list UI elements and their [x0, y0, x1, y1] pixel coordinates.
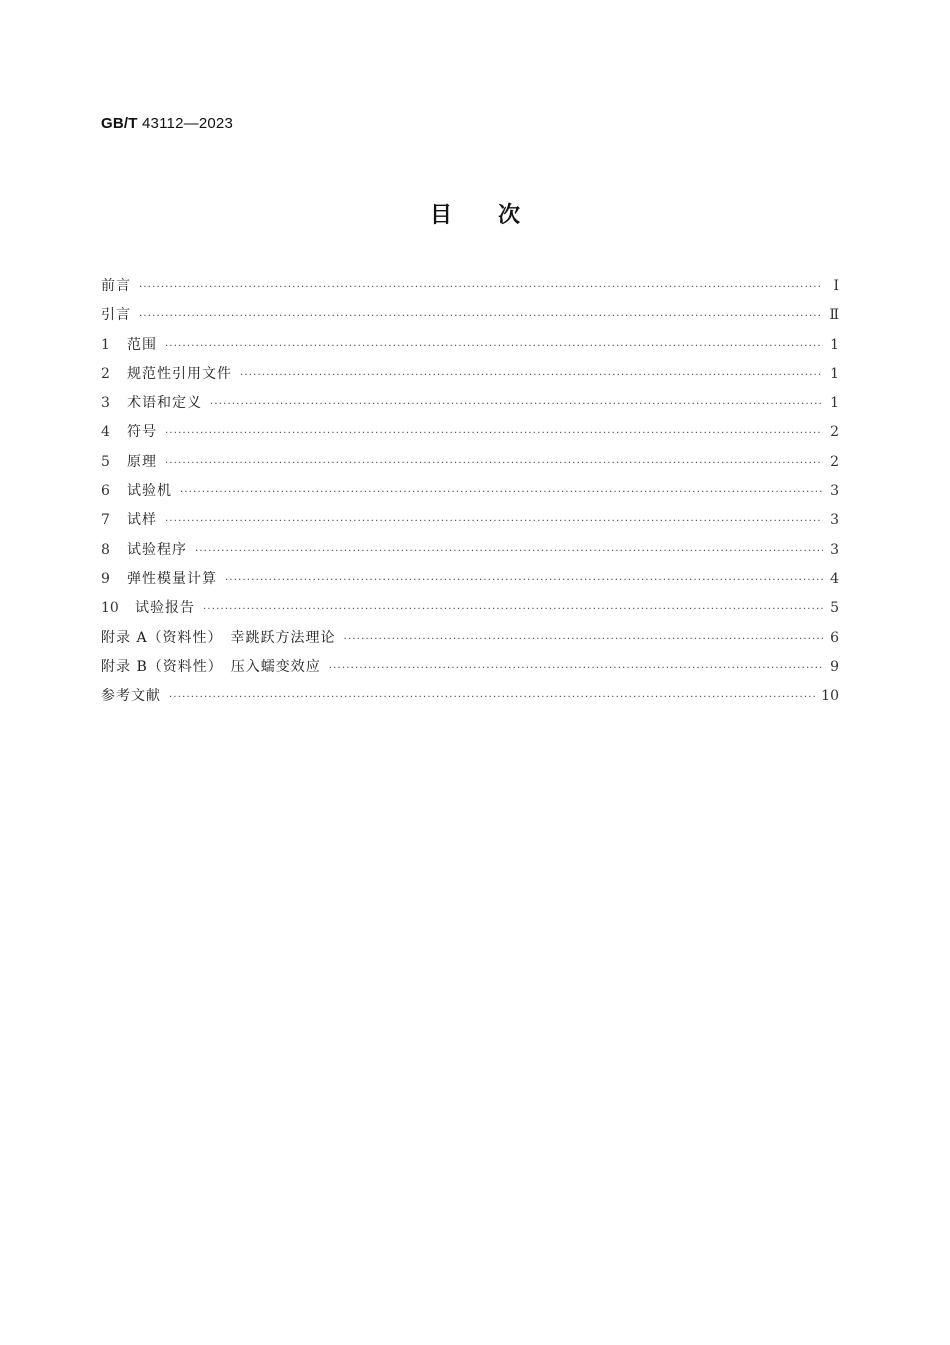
toc-entry-7[interactable]	[101, 506, 839, 535]
toc-entry-label: 附录 B（资料性） 压入蠕变效应	[101, 658, 321, 675]
toc-leader-dots	[329, 654, 823, 683]
standard-number: 43112—2023	[142, 115, 233, 132]
toc-entry-label: 规范性引用文件	[127, 365, 232, 382]
toc-entry-page: 1	[830, 395, 839, 412]
toc-entry-page: 2	[830, 453, 839, 470]
toc-entry-introduction[interactable]	[101, 301, 839, 330]
toc-leader-dots	[225, 566, 823, 595]
toc-entry-label: 原理	[127, 453, 157, 470]
toc-entry-6[interactable]	[101, 477, 839, 506]
toc-entry-label: 试样	[127, 512, 157, 529]
toc-leader-dots	[195, 537, 823, 566]
standard-prefix: GB/T	[101, 115, 138, 132]
toc-entry-page: 3	[830, 483, 839, 500]
toc-entry-page: 1	[830, 336, 839, 353]
toc-entry-page: 5	[830, 600, 839, 617]
toc-entry-label: 弹性模量计算	[127, 570, 217, 587]
toc-entry-page: 4	[830, 570, 839, 587]
toc-entry-1[interactable]	[101, 331, 839, 360]
toc-entry-page: 6	[830, 629, 839, 646]
toc-entry-label: 术语和定义	[127, 395, 202, 412]
toc-entry-number: 6	[101, 483, 110, 500]
toc-leader-dots	[165, 507, 823, 536]
toc-entry-page: 3	[830, 541, 839, 558]
toc-leader-dots	[165, 419, 823, 448]
toc-entry-8[interactable]	[101, 536, 839, 565]
toc-entry-page: 10	[821, 688, 839, 705]
toc-entry-label: 引言	[101, 307, 131, 324]
toc-entry-bibliography[interactable]	[101, 682, 839, 711]
toc-leader-dots	[165, 332, 823, 361]
toc-leader-dots	[210, 390, 823, 419]
toc-entry-page: 2	[830, 424, 839, 441]
toc-entry-label: 参考文献	[101, 688, 161, 705]
toc-entry-10[interactable]	[101, 594, 839, 623]
toc-entry-label: 试验报告	[135, 600, 195, 617]
toc-entry-annex-a[interactable]	[101, 624, 839, 653]
toc-leader-dots	[180, 478, 823, 507]
toc-entry-2[interactable]	[101, 360, 839, 389]
table-of-contents	[101, 272, 839, 711]
toc-entry-number: 4	[101, 424, 110, 441]
toc-entry-number: 5	[101, 453, 110, 470]
toc-leader-dots	[203, 595, 823, 624]
toc-entry-label: 附录 A（资料性） 幸跳跃方法理论	[101, 629, 336, 646]
toc-entry-4[interactable]	[101, 418, 839, 447]
toc-entry-number: 9	[101, 570, 110, 587]
toc-entry-number: 1	[101, 336, 110, 353]
toc-entry-foreword[interactable]	[101, 272, 839, 301]
toc-entry-label: 试验程序	[127, 541, 187, 558]
toc-leader-dots	[139, 302, 823, 331]
toc-entry-page: Ⅰ	[833, 278, 839, 294]
page-title: 目次	[429, 203, 566, 228]
toc-leader-dots	[240, 361, 823, 390]
toc-entry-label: 符号	[127, 424, 157, 441]
standard-code	[101, 115, 233, 132]
toc-entry-number: 2	[101, 365, 110, 382]
toc-entry-number: 3	[101, 395, 110, 412]
toc-entry-label: 试验机	[127, 483, 172, 500]
toc-entry-9[interactable]	[101, 565, 839, 594]
toc-entry-label: 范围	[127, 336, 157, 353]
toc-entry-number: 8	[101, 541, 110, 558]
toc-entry-number: 7	[101, 512, 110, 529]
toc-entry-label: 前言	[101, 278, 131, 294]
toc-leader-dots	[169, 683, 815, 712]
toc-entry-page: 3	[830, 512, 839, 529]
toc-entry-page: Ⅱ	[829, 307, 839, 324]
toc-leader-dots	[165, 449, 823, 478]
toc-entry-annex-b[interactable]	[101, 653, 839, 682]
toc-entry-3[interactable]	[101, 389, 839, 418]
toc-entry-page: 9	[830, 658, 839, 675]
toc-entry-number: 10	[101, 600, 119, 617]
toc-entry-5[interactable]	[101, 448, 839, 477]
toc-leader-dots	[344, 625, 823, 654]
toc-leader-dots	[139, 273, 823, 302]
toc-entry-page: 1	[830, 365, 839, 382]
